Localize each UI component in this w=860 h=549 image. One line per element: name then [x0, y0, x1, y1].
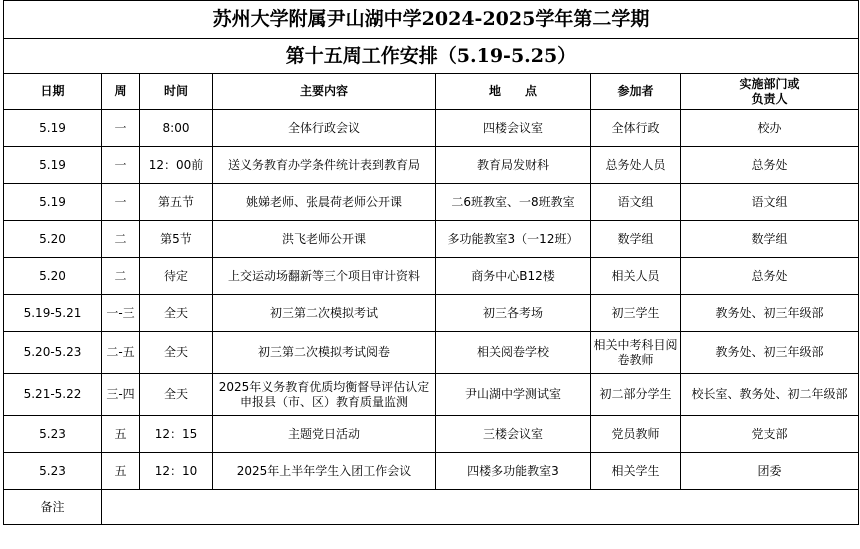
cell-content: 全体行政会议	[213, 110, 436, 147]
note-row	[4, 490, 859, 525]
table-row	[4, 258, 859, 295]
cell-participants: 初三学生	[591, 295, 681, 332]
cell-department: 总务处	[681, 258, 859, 295]
schedule-table	[3, 0, 859, 525]
cell-date: 5.19	[4, 184, 102, 221]
cell-department: 教务处、初三年级部	[681, 295, 859, 332]
page-title: 苏州大学附属尹山湖中学2024-2025学年第二学期	[4, 1, 859, 39]
cell-content: 主题党日活动	[213, 416, 436, 453]
cell-date: 5.20	[4, 258, 102, 295]
cell-participants: 总务处人员	[591, 147, 681, 184]
cell-content: 洪飞老师公开课	[213, 221, 436, 258]
header-weekday: 周	[102, 74, 140, 110]
cell-time: 12：15	[140, 416, 213, 453]
cell-participants: 全体行政	[591, 110, 681, 147]
cell-content: 初三第二次模拟考试	[213, 295, 436, 332]
table-row	[4, 221, 859, 258]
cell-participants: 党员教师	[591, 416, 681, 453]
cell-department: 校长室、教务处、初二年级部	[681, 374, 859, 416]
cell-department: 校办	[681, 110, 859, 147]
table-row	[4, 110, 859, 147]
cell-weekday: 一-三	[102, 295, 140, 332]
header-location: 地 点	[436, 74, 591, 110]
cell-location: 初三各考场	[436, 295, 591, 332]
cell-weekday: 五	[102, 416, 140, 453]
cell-weekday: 三-四	[102, 374, 140, 416]
table-row	[4, 184, 859, 221]
cell-location: 商务中心B12楼	[436, 258, 591, 295]
cell-content: 送义务教育办学条件统计表到教育局	[213, 147, 436, 184]
cell-content: 2025年义务教育优质均衡督导评估认定申报县（市、区）教育质量监测	[213, 374, 436, 416]
cell-content: 初三第二次模拟考试阅卷	[213, 332, 436, 374]
cell-weekday: 二-五	[102, 332, 140, 374]
cell-participants: 语文组	[591, 184, 681, 221]
cell-location: 四楼会议室	[436, 110, 591, 147]
cell-time: 12：00前	[140, 147, 213, 184]
cell-participants: 相关中考科目阅卷教师	[591, 332, 681, 374]
cell-location: 尹山湖中学测试室	[436, 374, 591, 416]
cell-participants: 初二部分学生	[591, 374, 681, 416]
cell-department: 教务处、初三年级部	[681, 332, 859, 374]
cell-participants: 相关学生	[591, 453, 681, 490]
cell-department: 语文组	[681, 184, 859, 221]
cell-participants: 相关人员	[591, 258, 681, 295]
note-value	[102, 490, 859, 525]
cell-content: 2025年上半年学生入团工作会议	[213, 453, 436, 490]
header-date: 日期	[4, 74, 102, 110]
table-row	[4, 416, 859, 453]
header-department: 实施部门或 负责人	[681, 74, 859, 110]
cell-weekday: 二	[102, 221, 140, 258]
table-row	[4, 374, 859, 416]
cell-location: 三楼会议室	[436, 416, 591, 453]
cell-location: 教育局发财科	[436, 147, 591, 184]
cell-time: 待定	[140, 258, 213, 295]
header-time: 时间	[140, 74, 213, 110]
header-participants: 参加者	[591, 74, 681, 110]
cell-participants: 数学组	[591, 221, 681, 258]
cell-date: 5.19	[4, 147, 102, 184]
cell-weekday: 二	[102, 258, 140, 295]
cell-time: 第五节	[140, 184, 213, 221]
header-content: 主要内容	[213, 74, 436, 110]
cell-location: 多功能教室3（一12班）	[436, 221, 591, 258]
table-row	[4, 453, 859, 490]
cell-location: 相关阅卷学校	[436, 332, 591, 374]
cell-time: 全天	[140, 374, 213, 416]
cell-time: 全天	[140, 295, 213, 332]
cell-location: 四楼多功能教室3	[436, 453, 591, 490]
cell-department: 党支部	[681, 416, 859, 453]
cell-date: 5.19-5.21	[4, 295, 102, 332]
cell-department: 总务处	[681, 147, 859, 184]
cell-department: 团委	[681, 453, 859, 490]
header-row	[4, 74, 859, 110]
cell-content: 上交运动场翻新等三个项目审计资料	[213, 258, 436, 295]
cell-weekday: 一	[102, 147, 140, 184]
cell-department: 数学组	[681, 221, 859, 258]
cell-date: 5.19	[4, 110, 102, 147]
cell-time: 全天	[140, 332, 213, 374]
cell-weekday: 五	[102, 453, 140, 490]
cell-date: 5.20	[4, 221, 102, 258]
cell-location: 二6班教室、一8班教室	[436, 184, 591, 221]
cell-date: 5.23	[4, 453, 102, 490]
week-subtitle: 第十五周工作安排（5.19-5.25）	[4, 39, 859, 74]
cell-weekday: 一	[102, 184, 140, 221]
cell-content: 姚娣老师、张晨荷老师公开课	[213, 184, 436, 221]
cell-date: 5.20-5.23	[4, 332, 102, 374]
cell-date: 5.21-5.22	[4, 374, 102, 416]
cell-time: 8:00	[140, 110, 213, 147]
schedule-sheet	[3, 0, 858, 549]
cell-time: 12：10	[140, 453, 213, 490]
table-row	[4, 332, 859, 374]
cell-date: 5.23	[4, 416, 102, 453]
cell-time: 第5节	[140, 221, 213, 258]
note-label: 备注	[4, 490, 102, 525]
table-row	[4, 147, 859, 184]
table-row	[4, 295, 859, 332]
cell-weekday: 一	[102, 110, 140, 147]
